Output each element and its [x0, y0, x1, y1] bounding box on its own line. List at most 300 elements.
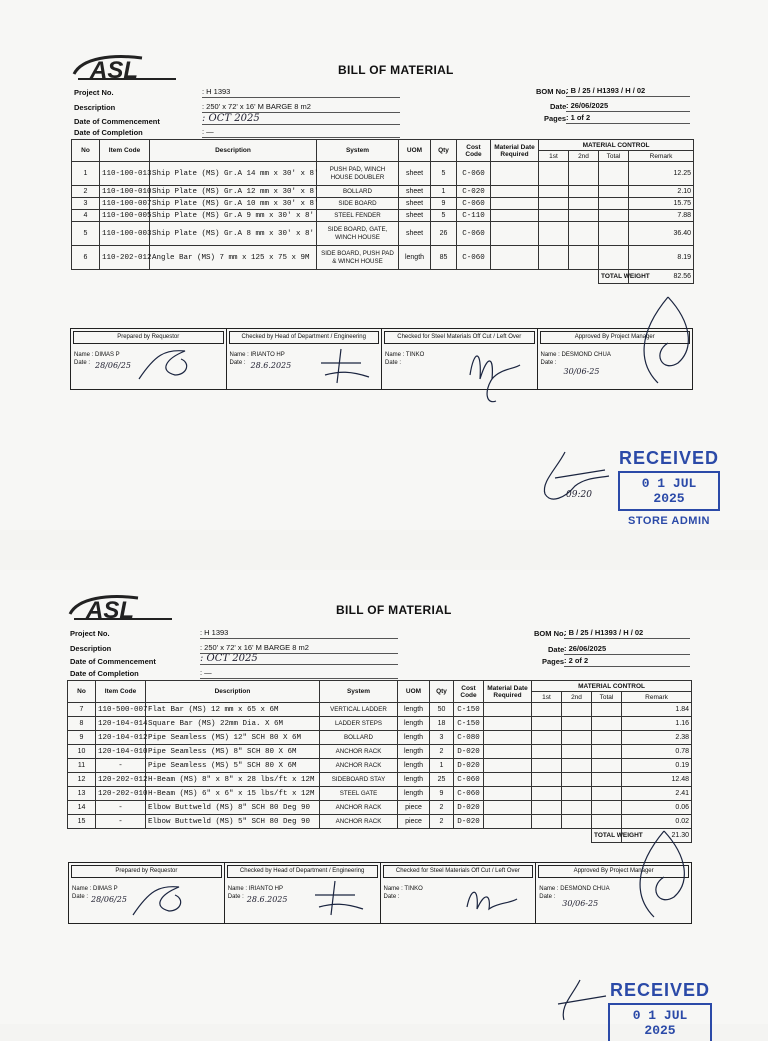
commencement-label: Date of Commencement [70, 657, 156, 666]
signature-scribble [309, 875, 369, 919]
row-2nd [562, 717, 592, 731]
table-row [68, 787, 692, 801]
row-cost-code: C-150 [454, 717, 484, 731]
completion-value: : — [202, 126, 400, 138]
table-row [72, 222, 694, 246]
row-total [592, 801, 622, 815]
row-2nd [569, 246, 599, 270]
row-item-code: 110-100-007 [100, 198, 150, 210]
row-qty: 9 [430, 787, 454, 801]
row-uom: length [398, 773, 430, 787]
col-material-control: MATERIAL CONTROL [532, 681, 692, 692]
sig-date-label: Date : [229, 360, 246, 366]
row-2nd [562, 815, 592, 829]
row-total [592, 815, 622, 829]
sig-prepared-name: Name : DIMAS P [72, 886, 118, 892]
row-item-code: 120-202-012 [96, 773, 146, 787]
col-item-code: Item Code [96, 681, 146, 703]
row-qty: 2 [430, 815, 454, 829]
row-material-date [484, 773, 532, 787]
table-row [72, 186, 694, 198]
row-cost-code: C-060 [457, 162, 491, 186]
row-description: Pipe Seamless (MS) 5" SCH 80 X 6M [146, 759, 320, 773]
bom-no-value: : B / 25 / H1393 / H / 02 [564, 627, 690, 639]
row-description: H-Beam (MS) 8" x 8" x 28 lbs/ft x 12M [146, 773, 320, 787]
svg-text:ASL: ASL [90, 57, 138, 84]
bom-no-label: BOM No. [534, 629, 566, 638]
row-item-code: - [96, 759, 146, 773]
bom-rows [72, 162, 694, 270]
table-row [72, 162, 694, 186]
row-remark: 2.10 [629, 186, 694, 198]
row-uom: sheet [399, 162, 431, 186]
sig-hod-heading: Checked by Head of Department / Engineering [229, 331, 380, 344]
row-uom: sheet [399, 186, 431, 198]
sig-prepared [71, 329, 226, 389]
row-cost-code: C-060 [457, 198, 491, 210]
row-1st [539, 246, 569, 270]
row-1st [532, 815, 562, 829]
table-row [68, 717, 692, 731]
row-item-code: 120-104-014 [96, 717, 146, 731]
row-qty: 1 [431, 186, 457, 198]
row-uom: piece [398, 801, 430, 815]
date-label: Date [550, 102, 567, 111]
row-2nd [562, 759, 592, 773]
sig-steel-name: Name : TINKO [383, 886, 423, 892]
row-description: Elbow Buttweld (MS) 5" SCH 80 Deg 90 [146, 815, 320, 829]
row-material-date [484, 745, 532, 759]
col-material-control: MATERIAL CONTROL [539, 140, 694, 151]
row-qty: 1 [430, 759, 454, 773]
row-remark: 2.41 [622, 787, 692, 801]
bom-table [67, 680, 692, 843]
row-no: 5 [72, 222, 100, 246]
received-stamp [610, 448, 728, 527]
row-system: ANCHOR RACK [320, 801, 398, 815]
row-no: 3 [72, 198, 100, 210]
table-row [72, 198, 694, 210]
row-system: SIDE BOARD, GATE, WINCH HOUSE [317, 222, 399, 246]
sig-prepared-name: Name : DIMAS P [74, 352, 120, 358]
sig-date-label: Date : [540, 360, 557, 366]
row-qty: 25 [430, 773, 454, 787]
sig-approved [537, 329, 693, 389]
row-2nd [562, 801, 592, 815]
row-no: 13 [68, 787, 96, 801]
table-row [68, 759, 692, 773]
row-cost-code: C-150 [454, 703, 484, 717]
col-uom: UOM [399, 140, 431, 162]
sig-date-label: Date : [74, 360, 91, 366]
col-system: System [317, 140, 399, 162]
signature-scribble [135, 345, 195, 385]
total-weight-value: 82.56 [629, 270, 694, 284]
row-qty: 5 [431, 162, 457, 186]
date-value: : 26/06/2025 [564, 643, 690, 655]
sig-approved [535, 863, 691, 923]
row-remark: 36.40 [629, 222, 694, 246]
row-total [592, 731, 622, 745]
row-no: 6 [72, 246, 100, 270]
col-2nd: 2nd [569, 151, 599, 162]
col-description: Description [146, 681, 320, 703]
row-2nd [569, 198, 599, 210]
row-system: ANCHOR RACK [320, 815, 398, 829]
row-remark: 2.38 [622, 731, 692, 745]
description-value: : 250' x 72' x 16' M BARGE 8 m2 [200, 642, 398, 654]
sig-hod-name: Name : IRIANTO HP [229, 352, 285, 358]
bom-no-label: BOM No. [536, 87, 568, 96]
row-2nd [569, 186, 599, 198]
bom-no-value: : B / 25 / H1393 / H / 02 [566, 85, 690, 97]
bom-sheet-page-2 [0, 570, 768, 1038]
row-no: 2 [72, 186, 100, 198]
row-total [599, 186, 629, 198]
sig-date-label: Date : [385, 360, 402, 366]
row-remark: 0.06 [622, 801, 692, 815]
row-item-code: - [96, 815, 146, 829]
row-item-code: 120-104-012 [96, 731, 146, 745]
table-row [68, 801, 692, 815]
description-label: Description [74, 103, 116, 112]
project-no-value: : H 1393 [200, 627, 398, 639]
project-no-label: Project No. [70, 629, 110, 638]
signature-scribble [624, 827, 694, 927]
signature-scribble [461, 877, 521, 917]
row-total [599, 162, 629, 186]
row-material-date [484, 815, 532, 829]
row-uom: sheet [399, 222, 431, 246]
row-1st [532, 759, 562, 773]
row-no: 4 [72, 210, 100, 222]
col-cost-code: Cost Code [454, 681, 484, 703]
table-row [68, 815, 692, 829]
page-title: BILL OF MATERIAL [336, 603, 452, 617]
row-total [599, 222, 629, 246]
col-qty: Qty [431, 140, 457, 162]
stamp-store-admin: STORE ADMIN [628, 515, 710, 527]
row-material-date [484, 759, 532, 773]
row-cost-code: D-020 [454, 745, 484, 759]
commencement-label: Date of Commencement [74, 117, 160, 126]
col-1st: 1st [532, 692, 562, 703]
sig-checked-hod [224, 863, 380, 923]
row-cost-code: D-020 [454, 815, 484, 829]
row-system: PUSH PAD, WINCH HOUSE DOUBLER [317, 162, 399, 186]
row-uom: length [399, 246, 431, 270]
row-total [592, 717, 622, 731]
row-material-date [484, 801, 532, 815]
col-total: Total [592, 692, 622, 703]
row-item-code: 120-104-010 [96, 745, 146, 759]
pages-value: : 2 of 2 [564, 655, 690, 667]
row-material-date [484, 787, 532, 801]
table-row [68, 745, 692, 759]
row-uom: length [398, 787, 430, 801]
date-label: Date [548, 645, 565, 654]
col-2nd: 2nd [562, 692, 592, 703]
row-remark: 15.75 [629, 198, 694, 210]
sig-prepared-date: 28/06/25 [95, 361, 131, 370]
row-qty: 26 [431, 222, 457, 246]
row-system: LADDER STEPS [320, 717, 398, 731]
row-item-code: 110-202-012 [100, 246, 150, 270]
col-qty: Qty [430, 681, 454, 703]
stamp-received-text: RECEIVED [609, 980, 711, 1000]
row-description: Ship Plate (MS) Gr.A 8 mm x 30' x 8' [150, 222, 317, 246]
row-qty: 85 [431, 246, 457, 270]
row-no: 12 [68, 773, 96, 787]
total-weight-label: TOTAL WEIGHT [599, 270, 629, 284]
row-description: Flat Bar (MS) 12 mm x 65 x 6M [146, 703, 320, 717]
sig-approved-date: 30/06-25 [563, 367, 600, 376]
row-description: H-Beam (MS) 6" x 6" x 15 lbs/ft x 12M [146, 787, 320, 801]
row-system: BOLLARD [317, 186, 399, 198]
sig-checked-steel [381, 329, 537, 389]
row-remark: 1.16 [622, 717, 692, 731]
sig-steel-name: Name : TINKO [385, 352, 425, 358]
total-weight-value: 21.30 [622, 829, 692, 843]
col-1st: 1st [539, 151, 569, 162]
row-1st [532, 717, 562, 731]
sig-date-label: Date : [539, 894, 556, 900]
row-remark: 1.84 [622, 703, 692, 717]
row-material-date [491, 246, 539, 270]
row-item-code: 110-500-007 [96, 703, 146, 717]
row-cost-code: C-110 [457, 210, 491, 222]
page-title: BILL OF MATERIAL [338, 63, 454, 77]
col-cost-code: Cost Code [457, 140, 491, 162]
row-1st [532, 801, 562, 815]
row-qty: 2 [430, 745, 454, 759]
row-item-code: - [96, 801, 146, 815]
row-uom: sheet [399, 210, 431, 222]
row-1st [532, 773, 562, 787]
row-no: 10 [68, 745, 96, 759]
completion-label: Date of Completion [74, 128, 143, 137]
sig-prepared-heading: Prepared by Requestor [71, 865, 222, 878]
row-system: STEEL FENDER [317, 210, 399, 222]
row-qty: 50 [430, 703, 454, 717]
row-system: SIDEBOARD STAY [320, 773, 398, 787]
row-no: 15 [68, 815, 96, 829]
received-time: 09:20 [566, 490, 592, 500]
col-material-date: Material Date Required [491, 140, 539, 162]
row-cost-code: C-060 [457, 246, 491, 270]
row-uom: sheet [399, 198, 431, 210]
row-2nd [562, 745, 592, 759]
row-description: Ship Plate (MS) Gr.A 14 mm x 30' x 8' [150, 162, 317, 186]
row-item-code: 110-100-013 [100, 162, 150, 186]
commencement-value: : OCT 2025 [202, 113, 400, 125]
row-material-date [491, 162, 539, 186]
col-material-date: Material Date Required [484, 681, 532, 703]
project-no-label: Project No. [74, 88, 114, 97]
signature-scribble [315, 343, 375, 387]
row-system: VERTICAL LADDER [320, 703, 398, 717]
row-description: Square Bar (MS) 22mm Dia. X 6M [146, 717, 320, 731]
row-system: ANCHOR RACK [320, 745, 398, 759]
project-no-value: : H 1393 [202, 86, 400, 98]
sig-steel-heading: Checked for Steel Materials Off Cut / Left Over [383, 865, 534, 878]
sig-approved-name: Name : DESMOND CHUA [540, 352, 611, 358]
sig-date-label: Date : [72, 894, 89, 900]
description-value: : 250' x 72' x 16' M BARGE 8 m2 [202, 101, 400, 113]
row-2nd [562, 787, 592, 801]
row-remark: 0.02 [622, 815, 692, 829]
row-item-code: 110-100-003 [100, 222, 150, 246]
pages-value: : 1 of 2 [566, 112, 690, 124]
row-material-date [491, 198, 539, 210]
row-cost-code: C-020 [457, 186, 491, 198]
stamp-received-text: RECEIVED [618, 448, 720, 468]
row-cost-code: D-020 [454, 759, 484, 773]
sig-hod-heading: Checked by Head of Department / Engineering [227, 865, 378, 878]
col-remark: Remark [629, 151, 694, 162]
col-uom: UOM [398, 681, 430, 703]
row-remark: 12.48 [622, 773, 692, 787]
row-cost-code: C-060 [454, 773, 484, 787]
total-weight-label: TOTAL WEIGHT [592, 829, 622, 843]
svg-text:ASL: ASL [86, 597, 134, 624]
row-1st [539, 162, 569, 186]
table-row [68, 731, 692, 745]
sig-prepared-heading: Prepared by Requestor [73, 331, 224, 344]
row-system: STEEL GATE [320, 787, 398, 801]
col-no: No [68, 681, 96, 703]
sig-approved-date: 30/06-25 [562, 899, 599, 908]
row-uom: length [398, 731, 430, 745]
row-material-date [491, 186, 539, 198]
row-system: SIDE BOARD, PUSH PAD & WINCH HOUSE [317, 246, 399, 270]
stamp-date: 0 1 JUL 2025 [618, 471, 720, 511]
row-total [599, 210, 629, 222]
row-remark: 0.19 [622, 759, 692, 773]
sig-hod-name: Name : IRIANTO HP [227, 886, 283, 892]
sig-checked-hod [226, 329, 382, 389]
completion-value: : — [200, 667, 398, 679]
row-uom: length [398, 759, 430, 773]
row-material-date [484, 731, 532, 745]
row-remark: 8.19 [629, 246, 694, 270]
row-2nd [569, 222, 599, 246]
table-row [72, 246, 694, 270]
row-no: 9 [68, 731, 96, 745]
row-2nd [569, 210, 599, 222]
sig-hod-date: 28.6.2025 [250, 361, 292, 370]
row-no: 11 [68, 759, 96, 773]
row-description: Ship Plate (MS) Gr.A 12 mm x 30' x 8' [150, 186, 317, 198]
row-uom: piece [398, 815, 430, 829]
row-system: BOLLARD [320, 731, 398, 745]
row-1st [532, 731, 562, 745]
row-total [592, 773, 622, 787]
sig-steel-heading: Checked for Steel Materials Off Cut / Left Over [384, 331, 535, 344]
sig-date-label: Date : [383, 894, 400, 900]
row-qty: 18 [430, 717, 454, 731]
row-qty: 9 [431, 198, 457, 210]
row-qty: 3 [430, 731, 454, 745]
row-1st [539, 186, 569, 198]
signature-scribble [628, 293, 698, 393]
row-material-date [484, 703, 532, 717]
row-cost-code: C-080 [454, 731, 484, 745]
row-total [592, 759, 622, 773]
row-uom: length [398, 703, 430, 717]
row-item-code: 110-100-010 [100, 186, 150, 198]
row-cost-code: C-060 [457, 222, 491, 246]
pages-label: Pages [544, 114, 567, 123]
row-1st [532, 745, 562, 759]
row-2nd [562, 773, 592, 787]
asl-logo [68, 592, 176, 622]
row-description: Ship Plate (MS) Gr.A 10 mm x 30' x 8' [150, 198, 317, 210]
row-no: 1 [72, 162, 100, 186]
row-remark: 12.25 [629, 162, 694, 186]
asl-logo [72, 52, 180, 82]
sig-date-label: Date : [227, 894, 244, 900]
sig-approved-heading: Approved By Project Manager [540, 331, 691, 344]
col-no: No [72, 140, 100, 162]
col-remark: Remark [622, 692, 692, 703]
table-row [72, 210, 694, 222]
sig-approved-heading: Approved By Project Manager [538, 865, 689, 878]
col-total: Total [599, 151, 629, 162]
commencement-value: : OCT 2025 [200, 653, 398, 665]
signature-block [68, 862, 692, 924]
row-description: Pipe Seamless (MS) 8" SCH 80 X 6M [146, 745, 320, 759]
row-remark: 0.78 [622, 745, 692, 759]
signature-block [70, 328, 693, 390]
row-no: 7 [68, 703, 96, 717]
description-label: Description [70, 644, 112, 653]
row-cost-code: D-020 [454, 801, 484, 815]
row-2nd [562, 731, 592, 745]
sig-prepared-date: 28/06/25 [91, 895, 127, 904]
row-total [592, 745, 622, 759]
row-item-code: 110-100-005 [100, 210, 150, 222]
sig-hod-date: 28.6.2025 [246, 895, 288, 904]
table-row [68, 773, 692, 787]
row-total [592, 787, 622, 801]
row-item-code: 120-202-010 [96, 787, 146, 801]
col-description: Description [150, 140, 317, 162]
sig-approved-name: Name : DESMOND CHUA [539, 886, 610, 892]
completion-label: Date of Completion [70, 669, 139, 678]
row-cost-code: C-060 [454, 787, 484, 801]
row-uom: length [398, 745, 430, 759]
pages-label: Pages [542, 657, 565, 666]
col-item-code: Item Code [100, 140, 150, 162]
row-description: Elbow Buttweld (MS) 8" SCH 80 Deg 90 [146, 801, 320, 815]
date-value: : 26/06/2025 [566, 100, 690, 112]
row-description: Pipe Seamless (MS) 12" SCH 80 X 6M [146, 731, 320, 745]
row-total [599, 246, 629, 270]
row-remark: 7.88 [629, 210, 694, 222]
row-description: Angle Bar (MS) 7 mm x 125 x 75 x 9M [150, 246, 317, 270]
row-1st [532, 787, 562, 801]
row-1st [539, 210, 569, 222]
row-no: 8 [68, 717, 96, 731]
row-material-date [484, 717, 532, 731]
signature-scribble [464, 339, 524, 409]
row-1st [539, 222, 569, 246]
row-uom: length [398, 717, 430, 731]
col-system: System [320, 681, 398, 703]
bom-table [71, 139, 694, 284]
row-qty: 5 [431, 210, 457, 222]
